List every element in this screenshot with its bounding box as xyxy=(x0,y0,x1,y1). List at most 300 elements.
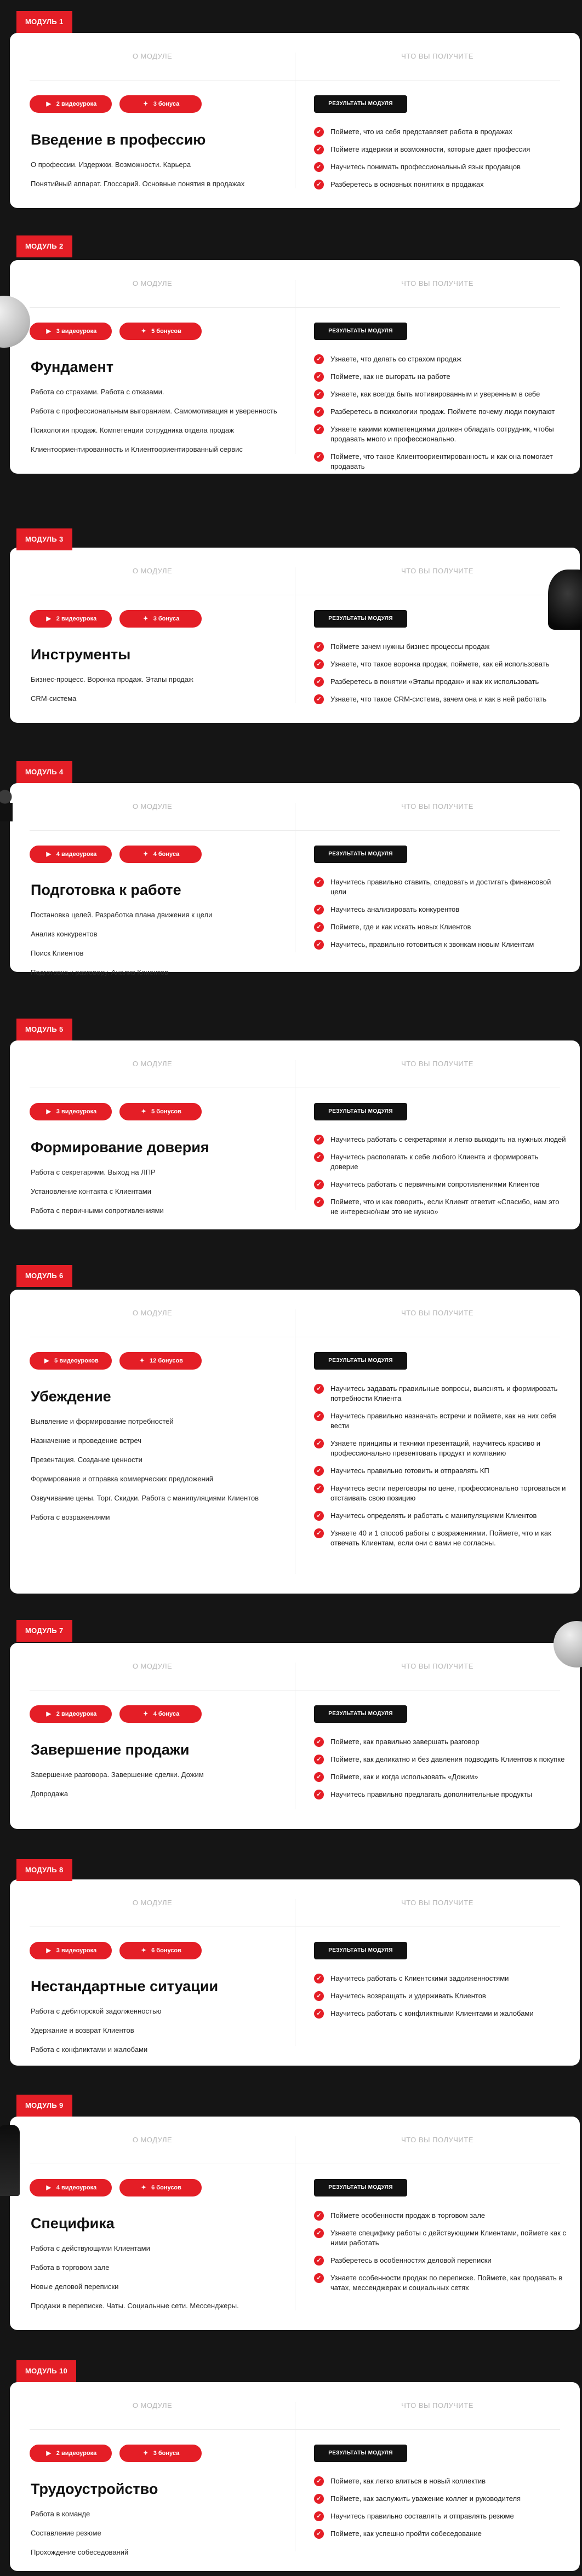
module-tag: МОДУЛЬ 1 xyxy=(16,11,72,33)
check-icon: ✓ xyxy=(314,2494,324,2504)
video-icon: ▶ xyxy=(46,2184,52,2191)
bonuses-badge xyxy=(119,95,202,113)
result-item xyxy=(314,1466,566,1476)
videos-count: 4 видеоурока xyxy=(56,851,97,858)
result-text: Научитесь располагать к себе любого Клиента и формировать доверие xyxy=(330,1153,539,1171)
gift-icon: ✦ xyxy=(139,1358,145,1364)
about-module-header: О МОДУЛЕ xyxy=(132,1060,173,1068)
result-item xyxy=(314,694,566,704)
topics-list xyxy=(31,1770,288,1808)
result-text: Поймете, как заслужить уважение коллег и руководителя xyxy=(330,2494,521,2503)
check-icon: ✓ xyxy=(314,1180,324,1189)
result-item xyxy=(314,1737,566,1747)
result-item xyxy=(314,1180,566,1189)
what-you-get-header: ЧТО ВЫ ПОЛУЧИТЕ xyxy=(401,802,473,810)
topic-item: Продажи в переписке. Чаты. Социальные сети. Мессенджеры. xyxy=(31,2302,239,2310)
what-you-get-header: ЧТО ВЫ ПОЛУЧИТЕ xyxy=(401,1060,473,1068)
module-card xyxy=(10,260,580,474)
videos-badge xyxy=(30,1352,112,1370)
result-text: Научитесь работать с Клиентскими задолженностями xyxy=(330,1974,509,1982)
result-item xyxy=(314,180,566,189)
result-item xyxy=(314,1152,566,1172)
check-icon: ✓ xyxy=(314,407,324,417)
video-icon: ▶ xyxy=(46,328,52,335)
videos-count: 2 видеоурока xyxy=(56,2450,97,2457)
result-item xyxy=(314,2273,566,2293)
topics-list xyxy=(31,2006,288,2064)
result-item xyxy=(314,127,566,137)
check-icon: ✓ xyxy=(314,1974,324,1983)
result-text: Поймете, что из себя представляет работа в продажах xyxy=(330,128,512,136)
result-item xyxy=(314,2009,566,2019)
result-item xyxy=(314,1484,566,1503)
gift-icon: ✦ xyxy=(143,1711,149,1717)
badges xyxy=(30,323,202,340)
result-text: Узнаете 40 и 1 способ работы с возражениями. Поймете, что и как отвечать Клиентам, если они с вами не согласны. xyxy=(330,1529,551,1547)
result-item xyxy=(314,1790,566,1799)
bonuses-count: 4 бонуса xyxy=(153,851,180,858)
topic-item: Удержание и возврат Клиентов xyxy=(31,2026,134,2034)
video-icon: ▶ xyxy=(46,851,52,858)
topic-item: Работа с конфликтами и жалобами xyxy=(31,2045,148,2054)
result-text: Научитесь вести переговоры по цене, профессионально торговаться и отстаивать свою позицию xyxy=(330,1484,566,1502)
check-icon: ✓ xyxy=(314,452,324,462)
result-item xyxy=(314,1411,566,1431)
result-item xyxy=(314,452,566,472)
bonuses-badge xyxy=(119,1942,202,1959)
result-item xyxy=(314,905,566,915)
about-module-header: О МОДУЛЕ xyxy=(132,2401,173,2410)
videos-badge xyxy=(30,846,112,863)
module-title: Фундамент xyxy=(31,359,114,375)
topic-item: Работа с секретарями. Выход на ЛПР xyxy=(31,1168,156,1176)
result-item xyxy=(314,1991,566,2001)
module-tag: МОДУЛЬ 5 xyxy=(16,1019,72,1040)
badges xyxy=(30,1352,202,1370)
check-icon: ✓ xyxy=(314,1737,324,1747)
module-tag: МОДУЛЬ 3 xyxy=(16,528,72,550)
result-text: Поймете, как не выгорать на работе xyxy=(330,372,450,381)
check-icon: ✓ xyxy=(314,659,324,669)
check-icon: ✓ xyxy=(314,1439,324,1448)
about-module-header: О МОДУЛЕ xyxy=(132,1309,173,1317)
result-text: Разберетесь в особенностях деловой переписки xyxy=(330,2256,492,2264)
result-text: Поймете, как легко влиться в новый коллектив xyxy=(330,2477,486,2485)
bonuses-badge xyxy=(119,2179,202,2196)
topic-item: Выявление и формирование потребностей xyxy=(31,1417,174,1425)
result-item xyxy=(314,677,566,687)
result-item xyxy=(314,2228,566,2248)
module-tag: МОДУЛЬ 7 xyxy=(16,1620,72,1642)
video-icon: ▶ xyxy=(46,616,52,622)
check-icon: ✓ xyxy=(314,1790,324,1799)
check-icon: ✓ xyxy=(314,1152,324,1162)
module-results-button[interactable]: РЕЗУЛЬТАТЫ МОДУЛЯ xyxy=(314,95,407,113)
videos-badge xyxy=(30,1942,112,1959)
result-item xyxy=(314,1772,566,1782)
result-text: Поймете издержки и возможности, которые дает профессия xyxy=(330,145,530,153)
result-item xyxy=(314,1511,566,1521)
videos-count: 3 видеоурока xyxy=(56,328,97,335)
result-item xyxy=(314,2476,566,2486)
topics-list xyxy=(31,160,288,198)
result-text: Научитесь задавать правильные вопросы, выяснять и формировать потребности Клиента xyxy=(330,1384,558,1402)
result-item xyxy=(314,2511,566,2521)
result-text: Научитесь работать с секретарями и легко выходить на нужных людей xyxy=(330,1135,566,1143)
module-title: Инструменты xyxy=(31,646,131,663)
about-module-header: О МОДУЛЕ xyxy=(132,1899,173,1907)
result-text: Поймете, что и как говорить, если Клиент ответит «Спасибо, нам это не интересно/нам это не нужно» xyxy=(330,1198,560,1216)
module-results-button[interactable]: РЕЗУЛЬТАТЫ МОДУЛЯ xyxy=(314,1103,407,1120)
bonuses-badge xyxy=(119,610,202,628)
topic-item: Озвучивание цены. Торг. Скидки. Работа с манипуляциями Клиентов xyxy=(31,1494,259,1502)
check-icon: ✓ xyxy=(314,905,324,915)
gift-icon: ✦ xyxy=(141,1947,146,1954)
results-list xyxy=(314,127,566,197)
bonuses-count: 5 бонусов xyxy=(151,1108,181,1115)
check-icon: ✓ xyxy=(314,1135,324,1145)
result-text: Разберетесь в основных понятиях в продажах xyxy=(330,180,484,188)
results-list xyxy=(314,877,566,957)
video-icon: ▶ xyxy=(44,1358,49,1364)
check-icon: ✓ xyxy=(314,424,324,434)
topic-item: Подготовка к разговору. Анализ Клиентов xyxy=(31,968,169,976)
gift-icon: ✦ xyxy=(141,2184,146,2191)
topic-item: Завершение разговора. Завершение сделки. Дожим xyxy=(31,1770,204,1779)
videos-count: 4 видеоурока xyxy=(56,2184,97,2191)
topics-list xyxy=(31,2509,288,2567)
topic-item: Работа в команде xyxy=(31,2510,90,2518)
check-icon: ✓ xyxy=(314,1411,324,1421)
gift-icon: ✦ xyxy=(143,616,149,622)
topic-item: Бизнес-процесс. Воронка продаж. Этапы продаж xyxy=(31,675,193,683)
result-item xyxy=(314,389,566,399)
topics-list xyxy=(31,2244,288,2320)
videos-badge xyxy=(30,610,112,628)
bonuses-count: 6 бонусов xyxy=(151,1947,181,1954)
module-title: Формирование доверия xyxy=(31,1139,209,1155)
bonuses-count: 3 бонуса xyxy=(153,616,180,622)
result-item xyxy=(314,1384,566,1404)
module-tag: МОДУЛЬ 2 xyxy=(16,235,72,257)
video-icon: ▶ xyxy=(46,1108,52,1115)
bonuses-count: 4 бонуса xyxy=(153,1711,180,1717)
module-title: Нестандартные ситуации xyxy=(31,1978,219,1994)
check-icon: ✓ xyxy=(314,372,324,382)
module-results-button[interactable]: РЕЗУЛЬТАТЫ МОДУЛЯ xyxy=(314,323,407,340)
result-item xyxy=(314,2494,566,2504)
module-card xyxy=(10,2382,580,2571)
check-icon: ✓ xyxy=(314,922,324,932)
topics-list xyxy=(31,1168,288,1225)
bonuses-badge xyxy=(119,2445,202,2462)
videos-count: 2 видеоурока xyxy=(56,101,97,107)
results-list xyxy=(314,1737,566,1807)
what-you-get-header: ЧТО ВЫ ПОЛУЧИТЕ xyxy=(401,1899,473,1907)
result-text: Узнаете, что такое воронка продаж, поймете, как ей использовать xyxy=(330,660,550,668)
result-text: Поймете, где и как искать новых Клиентов xyxy=(330,923,471,931)
check-icon: ✓ xyxy=(314,1466,324,1476)
result-text: Узнаете какими компетенциями должен обладать сотрудник, чтобы продавать много и профессионально. xyxy=(330,425,554,443)
result-item xyxy=(314,659,566,669)
bonuses-badge xyxy=(119,846,202,863)
bonuses-badge xyxy=(119,1705,202,1723)
results-list xyxy=(314,1135,566,1224)
topic-item: Работа с дебиторской задолженностью xyxy=(31,2007,162,2015)
result-text: Научитесь определять и работать с манипуляциями Клиентов xyxy=(330,1511,537,1520)
video-icon: ▶ xyxy=(46,2450,52,2457)
module-results-button[interactable]: РЕЗУЛЬТАТЫ МОДУЛЯ xyxy=(314,1352,407,1370)
module-card xyxy=(10,1290,580,1594)
result-text: Научитесь возвращать и удерживать Клиентов xyxy=(330,1992,486,2000)
topic-item: CRM-система xyxy=(31,694,77,703)
video-icon: ▶ xyxy=(46,1711,52,1717)
videos-badge xyxy=(30,2179,112,2196)
module-results-button[interactable]: РЕЗУЛЬТАТЫ МОДУЛЯ xyxy=(314,2179,407,2196)
result-text: Поймете зачем нужны бизнес процессы продаж xyxy=(330,642,490,651)
module-tag: МОДУЛЬ 10 xyxy=(16,2360,76,2382)
module-title: Убеждение xyxy=(31,1388,111,1405)
result-text: Узнаете, как всегда быть мотивированным и уверенным в себе xyxy=(330,390,540,398)
result-item xyxy=(314,1755,566,1764)
result-text: Узнаете, что такое CRM-система, зачем она и как в ней работать xyxy=(330,695,547,703)
topic-item: Установление контакта с Клиентами xyxy=(31,1187,151,1195)
check-icon: ✓ xyxy=(314,1197,324,1207)
badges xyxy=(30,95,202,113)
about-module-header: О МОДУЛЕ xyxy=(132,802,173,810)
bonuses-count: 6 бонусов xyxy=(151,2184,181,2191)
bonuses-count: 3 бонуса xyxy=(153,2450,180,2457)
result-text: Узнаете принципы и техники презентаций, научитесь красиво и профессионально презентовать продукт и компанию xyxy=(330,1439,541,1457)
topic-item: Поиск Клиентов xyxy=(31,949,84,957)
topic-item: Анализ конкурентов xyxy=(31,930,98,938)
result-text: Научитесь правильно готовить и отправлять КП xyxy=(330,1467,489,1475)
result-text: Поймете, как правильно завершать разговор xyxy=(330,1738,480,1746)
videos-count: 3 видеоурока xyxy=(56,1947,97,1954)
module-card xyxy=(10,783,580,976)
what-you-get-header: ЧТО ВЫ ПОЛУЧИТЕ xyxy=(401,2401,473,2410)
check-icon: ✓ xyxy=(314,162,324,172)
bonuses-count: 5 бонусов xyxy=(151,328,181,335)
result-text: Поймете, как деликатно и без давления подводить Клиентов к покупке xyxy=(330,1755,565,1763)
videos-badge xyxy=(30,1103,112,1120)
about-module-header: О МОДУЛЕ xyxy=(132,52,173,60)
result-item xyxy=(314,424,566,444)
topic-item: Работа в торговом зале xyxy=(31,2263,110,2272)
topics-list xyxy=(31,910,288,987)
check-icon: ✓ xyxy=(314,127,324,137)
module-card xyxy=(10,2117,580,2330)
results-list xyxy=(314,1384,566,1556)
module-results-button[interactable]: РЕЗУЛЬТАТЫ МОДУЛЯ xyxy=(314,846,407,863)
check-icon: ✓ xyxy=(314,354,324,364)
result-item xyxy=(314,1197,566,1217)
topic-item: Работа с возражениями xyxy=(31,1513,110,1521)
stamp-decoration xyxy=(548,570,582,630)
result-item xyxy=(314,407,566,417)
what-you-get-header: ЧТО ВЫ ПОЛУЧИТЕ xyxy=(401,567,473,575)
check-icon: ✓ xyxy=(314,2256,324,2266)
check-icon: ✓ xyxy=(314,940,324,950)
topic-item: Работа со страхами. Работа с отказами. xyxy=(31,388,164,396)
result-text: Разберетесь в психологии продаж. Поймете почему люди покупают xyxy=(330,407,555,416)
about-module-header: О МОДУЛЕ xyxy=(132,1662,173,1670)
gift-icon: ✦ xyxy=(141,328,146,335)
chess-pawn-decoration xyxy=(0,789,15,821)
check-icon: ✓ xyxy=(314,145,324,154)
bonuses-badge xyxy=(119,323,202,340)
chess-king-decoration xyxy=(0,2125,20,2196)
module-card xyxy=(10,1040,580,1229)
check-icon: ✓ xyxy=(314,1384,324,1394)
videos-badge xyxy=(30,323,112,340)
result-item xyxy=(314,877,566,897)
module-card xyxy=(10,1879,580,2066)
result-text: Научитесь работать с конфликтными Клиентами и жалобами xyxy=(330,2009,534,2017)
video-icon: ▶ xyxy=(46,1947,52,1954)
videos-badge xyxy=(30,1705,112,1723)
check-icon: ✓ xyxy=(314,2228,324,2238)
topic-item: Формирование и отправка коммерческих предложений xyxy=(31,1475,214,1483)
about-module-header: О МОДУЛЕ xyxy=(132,567,173,575)
topic-item: Назначение и проведение встреч xyxy=(31,1436,142,1445)
gift-icon: ✦ xyxy=(141,1108,146,1115)
module-card xyxy=(10,33,580,208)
result-item xyxy=(314,354,566,364)
result-text: Узнаете особенности продаж по переписке. Поймете, как продавать в чатах, мессенджерах и социальных сетях xyxy=(330,2274,563,2292)
result-text: Научитесь правильно предлагать дополнительные продукты xyxy=(330,1790,532,1798)
topic-item: Допродажа xyxy=(31,1790,69,1798)
result-text: Разберетесь в понятии «Этапы продаж» и как их использовать xyxy=(330,677,539,686)
bonuses-badge xyxy=(119,1352,202,1370)
about-module-header: О МОДУЛЕ xyxy=(132,279,173,288)
topic-item: Клиентоориентированность и Клиентоориентированный сервис xyxy=(31,445,243,453)
module-card xyxy=(10,548,580,723)
module-tag: МОДУЛЬ 9 xyxy=(16,2095,72,2117)
check-icon: ✓ xyxy=(314,1511,324,1521)
gift-icon: ✦ xyxy=(143,101,149,107)
topics-list xyxy=(31,1417,288,1532)
result-text: Научитесь, правильно готовиться к звонкам новым Клиентам xyxy=(330,940,534,948)
badges xyxy=(30,2445,202,2462)
topic-item: Презентация. Создание ценности xyxy=(31,1456,142,1464)
result-item xyxy=(314,2256,566,2266)
check-icon: ✓ xyxy=(314,2511,324,2521)
check-icon: ✓ xyxy=(314,2273,324,2283)
result-item xyxy=(314,922,566,932)
result-text: Научитесь правильно ставить, следовать и достигать финансовой цели xyxy=(330,878,551,896)
topic-item: Постановка целей. Разработка плана движения к цели xyxy=(31,911,213,919)
videos-badge xyxy=(30,95,112,113)
check-icon: ✓ xyxy=(314,2476,324,2486)
check-icon: ✓ xyxy=(314,694,324,704)
check-icon: ✓ xyxy=(314,1772,324,1782)
check-icon: ✓ xyxy=(314,2529,324,2539)
result-item xyxy=(314,2211,566,2221)
result-item xyxy=(314,2529,566,2539)
module-results-button[interactable]: РЕЗУЛЬТАТЫ МОДУЛЯ xyxy=(314,2445,407,2462)
module-results-button[interactable]: РЕЗУЛЬТАТЫ МОДУЛЯ xyxy=(314,610,407,628)
result-item xyxy=(314,1528,566,1548)
module-results-button[interactable]: РЕЗУЛЬТАТЫ МОДУЛЯ xyxy=(314,1942,407,1959)
topic-item: Прохождение собеседований xyxy=(31,2548,129,2556)
result-item xyxy=(314,145,566,154)
video-icon: ▶ xyxy=(46,101,52,107)
result-text: Узнаете специфику работы с действующими Клиентами, поймете как с ними работать xyxy=(330,2229,566,2247)
videos-count: 5 видеоуроков xyxy=(54,1358,99,1364)
badges xyxy=(30,1942,202,1959)
result-text: Научитесь понимать профессиональный язык продавцов xyxy=(330,163,521,171)
result-text: Научитесь правильно составлять и отправлять резюме xyxy=(330,2512,514,2520)
about-module-header: О МОДУЛЕ xyxy=(132,2136,173,2144)
what-you-get-header: ЧТО ВЫ ПОЛУЧИТЕ xyxy=(401,52,473,60)
check-icon: ✓ xyxy=(314,389,324,399)
bonuses-count: 3 бонуса xyxy=(153,101,180,107)
bonuses-count: 12 бонусов xyxy=(150,1358,183,1364)
module-tag: МОДУЛЬ 6 xyxy=(16,1265,72,1287)
module-tag: МОДУЛЬ 8 xyxy=(16,1859,72,1881)
topic-item: Работа с первичными сопротивлениями xyxy=(31,1206,164,1215)
results-list xyxy=(314,2476,566,2546)
videos-count: 2 видеоурока xyxy=(56,616,97,622)
check-icon: ✓ xyxy=(314,2009,324,2019)
what-you-get-header: ЧТО ВЫ ПОЛУЧИТЕ xyxy=(401,2136,473,2144)
topic-item: Составление резюме xyxy=(31,2529,101,2537)
result-text: Поймете, как успешно пройти собеседование xyxy=(330,2529,482,2538)
what-you-get-header: ЧТО ВЫ ПОЛУЧИТЕ xyxy=(401,279,473,288)
gift-icon: ✦ xyxy=(143,851,149,858)
module-title: Трудоустройство xyxy=(31,2481,158,2497)
check-icon: ✓ xyxy=(314,677,324,687)
module-title: Завершение продажи xyxy=(31,1741,190,1758)
topic-item: Новые деловой переписки xyxy=(31,2282,119,2291)
module-title: Подготовка к работе xyxy=(31,882,181,898)
result-item xyxy=(314,940,566,950)
badges xyxy=(30,1705,202,1723)
badges xyxy=(30,846,202,863)
module-card xyxy=(10,1643,580,1829)
check-icon: ✓ xyxy=(314,642,324,652)
check-icon: ✓ xyxy=(314,1755,324,1764)
results-list xyxy=(314,642,566,712)
topic-item: Работа с действующими Клиентами xyxy=(31,2244,150,2252)
badges xyxy=(30,1103,202,1120)
result-text: Научитесь работать с первичными сопротивлениями Клиентов xyxy=(330,1180,540,1188)
topic-item: О профессии. Издержки. Возможности. Карьера xyxy=(31,160,191,169)
module-tag: МОДУЛЬ 4 xyxy=(16,761,72,783)
result-item xyxy=(314,1439,566,1458)
result-item xyxy=(314,1974,566,1983)
result-text: Научитесь анализировать конкурентов xyxy=(330,905,460,913)
topics-list xyxy=(31,387,288,464)
result-text: Поймете, что такое Клиентоориентированность и как она помогает продавать xyxy=(330,452,553,470)
topics-list xyxy=(31,675,288,713)
module-results-button[interactable]: РЕЗУЛЬТАТЫ МОДУЛЯ xyxy=(314,1705,407,1723)
check-icon: ✓ xyxy=(314,2211,324,2221)
results-list xyxy=(314,2211,566,2301)
bonuses-badge xyxy=(119,1103,202,1120)
what-you-get-header: ЧТО ВЫ ПОЛУЧИТЕ xyxy=(401,1309,473,1317)
result-item xyxy=(314,1135,566,1145)
check-icon: ✓ xyxy=(314,1991,324,2001)
gift-icon: ✦ xyxy=(143,2450,149,2457)
topic-item: Понятийный аппарат. Глоссарий. Основные понятия в продажах xyxy=(31,180,245,188)
result-item xyxy=(314,642,566,652)
check-icon: ✓ xyxy=(314,1528,324,1538)
badges xyxy=(30,2179,202,2196)
result-item xyxy=(314,162,566,172)
badges xyxy=(30,610,202,628)
